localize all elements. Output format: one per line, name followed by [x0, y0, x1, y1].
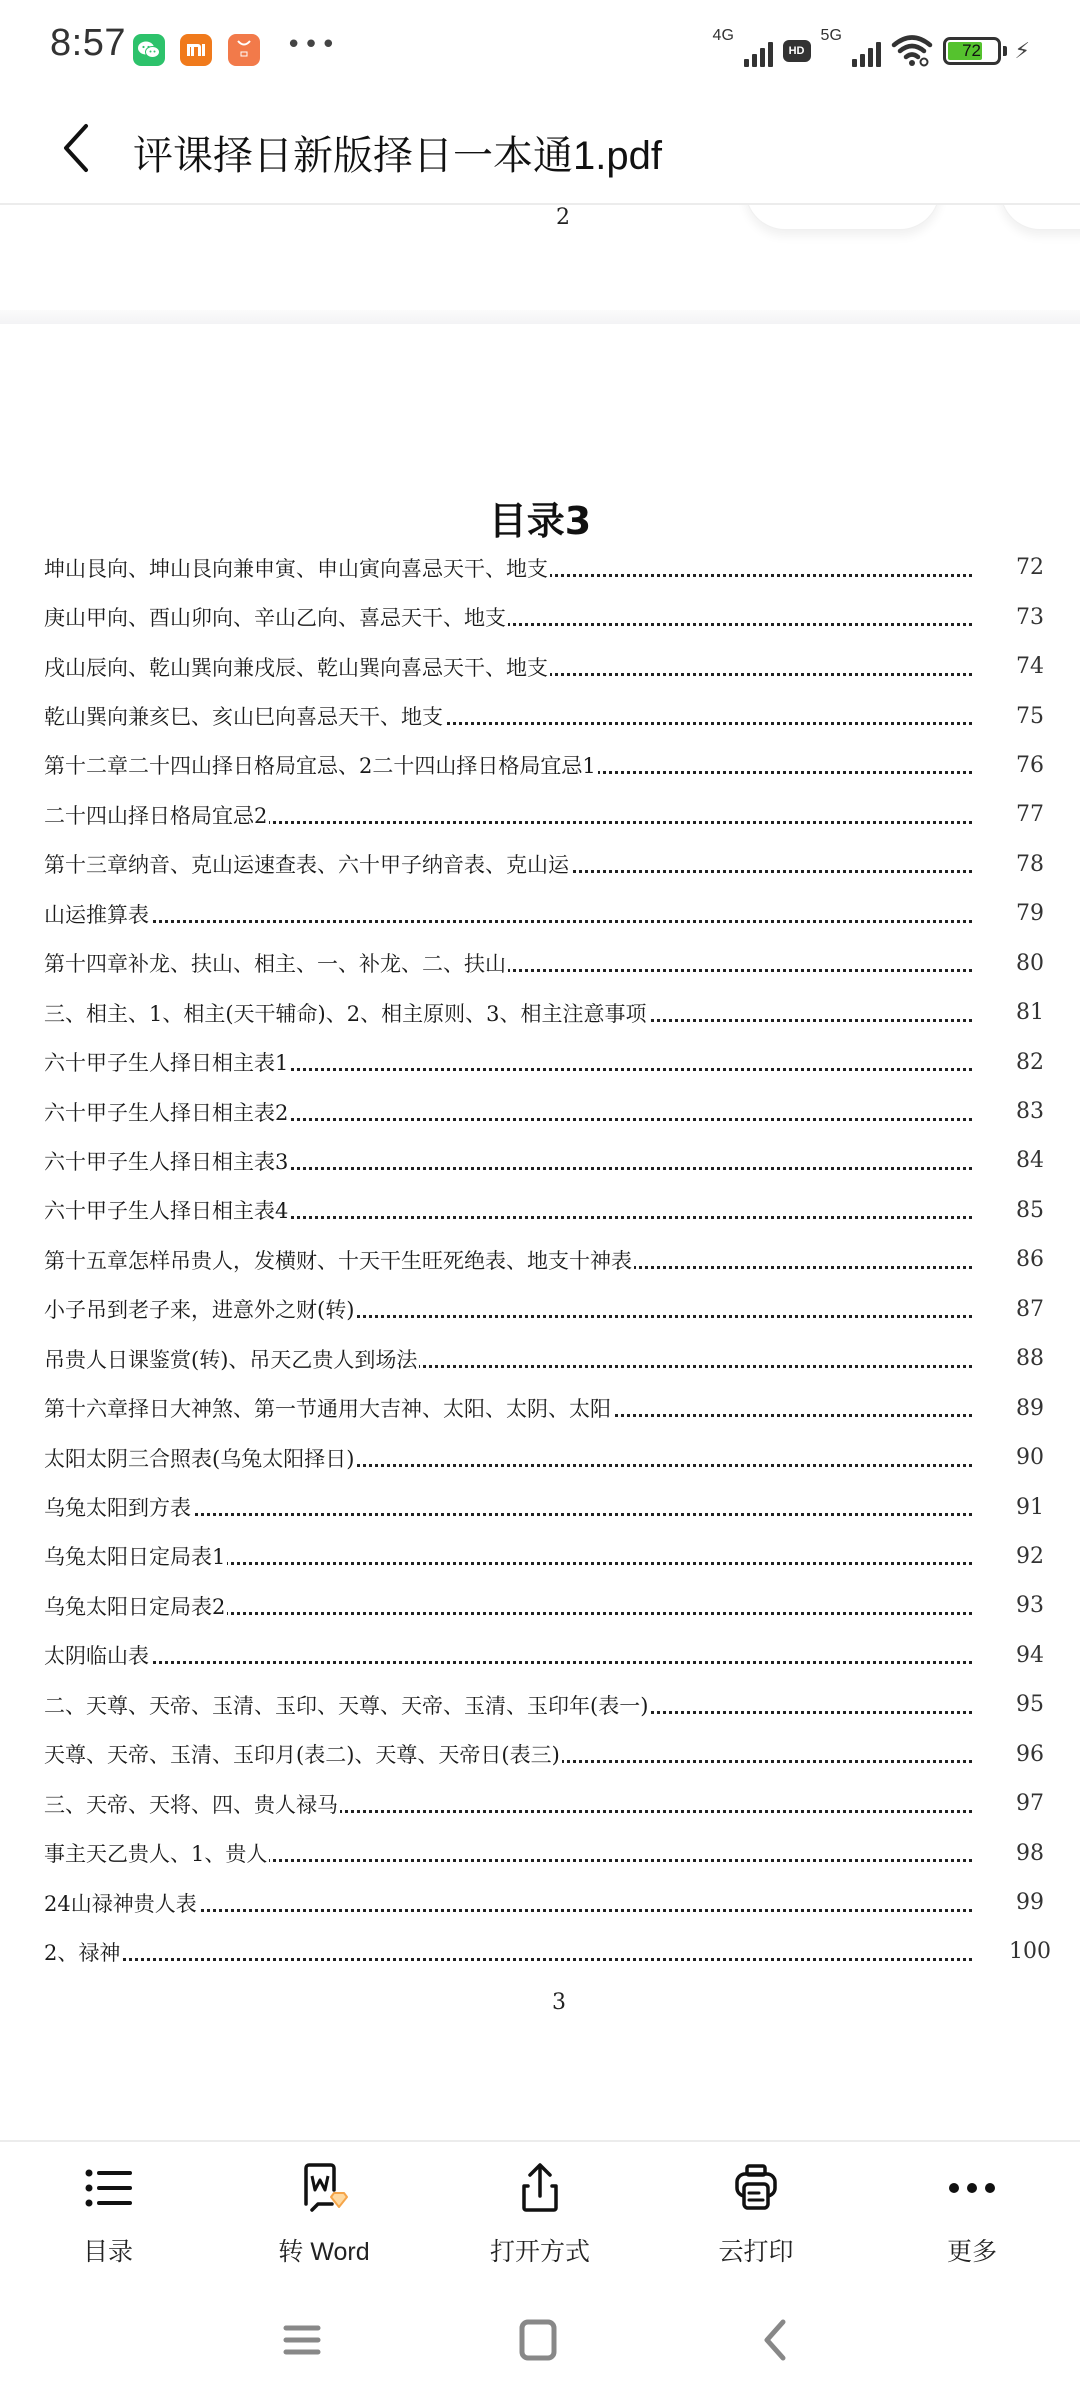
toc-entry-page: 93	[1016, 1593, 1044, 1619]
toc-entry-label: 第十五章怎样吊贵人，发横财、十天干生旺死绝表、地支十神表	[44, 1248, 632, 1273]
system-back-button[interactable]	[745, 2310, 805, 2370]
toc-entry-page: 87	[1016, 1296, 1044, 1322]
toc-entry[interactable]	[0, 1186, 1080, 1235]
toc-entry-page: 84	[1016, 1148, 1044, 1174]
toc-entry-label: 戌山辰向、乾山巽向兼戌辰、乾山巽向喜忌天干、地支	[44, 655, 548, 680]
toc-entry-label: 2、禄神	[44, 1940, 121, 1965]
toc-entry-label: 第十三章纳音、克山运速查表、六十甲子纳音表、克山运	[44, 853, 569, 878]
toc-entry[interactable]	[0, 1136, 1080, 1185]
toc-entry-page: 74	[1016, 654, 1044, 680]
cloud-print-label: 云打印	[718, 2238, 794, 2266]
toc-list	[0, 543, 1080, 1977]
floating-control-shadow	[1000, 205, 1080, 230]
toc-entry[interactable]	[0, 691, 1080, 740]
toc-entry[interactable]	[0, 1779, 1080, 1828]
toc-entry-page: 91	[1016, 1494, 1044, 1520]
list-icon	[80, 2160, 136, 2216]
toc-heading: 目录3	[488, 499, 592, 543]
toc-entry-label: 吊贵人日课鉴赏(转)、吊天乙贵人到场法	[44, 1347, 418, 1372]
toc-entry-label: 太阳太阴三合照表(乌兔太阳择日)	[44, 1446, 355, 1471]
toc-entry-page: 76	[1016, 752, 1044, 778]
toc-entry[interactable]	[0, 988, 1080, 1037]
toc-entry[interactable]	[0, 592, 1080, 641]
floating-control-shadow	[745, 205, 940, 230]
toc-entry-page: 99	[1016, 1890, 1044, 1916]
toc-entry-label: 庚山甲向、酉山卯向、辛山乙向、喜忌天干、地支	[44, 606, 506, 631]
status-bar	[0, 0, 1080, 100]
toc-entry[interactable]	[0, 939, 1080, 988]
toc-entry[interactable]	[0, 1828, 1080, 1877]
back-button[interactable]	[52, 118, 102, 178]
toc-entry[interactable]	[0, 1235, 1080, 1284]
toc-entry[interactable]	[0, 1037, 1080, 1086]
page-separator	[0, 310, 1080, 324]
toc-entry-page: 79	[1016, 901, 1044, 927]
toc-entry[interactable]	[0, 1482, 1080, 1531]
toc-entry-label: 第十四章补龙、扶山、相主、一、补龙、二、扶山	[44, 952, 506, 977]
toc-entry-page: 92	[1016, 1543, 1044, 1569]
printer-icon	[728, 2160, 784, 2216]
toc-entry-label: 坤山艮向、坤山艮向兼申寅、申山寅向喜忌天干、地支	[44, 556, 548, 581]
toc-entry-page: 94	[1016, 1642, 1044, 1668]
toc-entry-page: 82	[1016, 1049, 1044, 1075]
toc-entry[interactable]	[0, 1730, 1080, 1779]
toc-entry-label: 24山禄神贵人表	[44, 1891, 197, 1916]
signal-5g-icon: 5G	[821, 31, 881, 71]
toc-entry-page: 98	[1016, 1840, 1044, 1866]
open-with-label: 打开方式	[489, 2238, 590, 2266]
toc-entry-label: 太阴临山表	[44, 1644, 149, 1669]
toc-entry-label: 六十甲子生人择日相主表2	[44, 1100, 289, 1125]
toc-entry-page: 100	[1009, 1939, 1051, 1965]
home-button[interactable]	[508, 2310, 568, 2370]
home-icon	[518, 2318, 558, 2362]
toc-entry-page: 85	[1016, 1197, 1044, 1223]
toc-button[interactable]	[0, 2142, 216, 2290]
toc-entry[interactable]	[0, 1285, 1080, 1334]
system-indicators	[712, 27, 1030, 72]
battery-percent: 72	[962, 41, 981, 60]
toc-entry-page: 75	[1016, 703, 1044, 729]
toc-entry-label: 山运推算表	[44, 902, 149, 927]
toc-entry[interactable]	[0, 543, 1080, 592]
toc-button-label: 目录	[82, 2238, 133, 2266]
toc-entry-page: 90	[1016, 1445, 1044, 1471]
toc-entry-page: 81	[1016, 1000, 1044, 1026]
toc-entry-label: 二、天尊、天帝、玉清、玉印、天尊、天帝、玉清、玉印年(表一)	[44, 1693, 649, 1718]
recents-button[interactable]	[272, 2310, 332, 2370]
toc-entry-page: 72	[1016, 555, 1044, 581]
toc-entry[interactable]	[0, 1680, 1080, 1729]
toc-entry[interactable]	[0, 642, 1080, 691]
toc-entry-label: 六十甲子生人择日相主表3	[44, 1149, 289, 1174]
bottom-toolbar	[0, 2140, 1080, 2290]
toc-entry-page: 89	[1016, 1395, 1044, 1421]
toc-entry-label: 六十甲子生人择日相主表1	[44, 1051, 289, 1076]
battery-nub	[1003, 46, 1007, 56]
toc-entry-page: 73	[1016, 604, 1044, 630]
toc-entry-page: 86	[1016, 1247, 1044, 1273]
toc-entry[interactable]	[0, 840, 1080, 889]
toc-entry[interactable]	[0, 741, 1080, 790]
toc-entry-page: 96	[1016, 1741, 1044, 1767]
current-page-number: 3	[552, 1990, 566, 2015]
toc-entry-label: 乌兔太阳日定局表1	[44, 1545, 226, 1570]
toc-entry-label: 三、天帝、天将、四、贵人禄马	[44, 1792, 338, 1817]
more-icon	[944, 2160, 1000, 2216]
convert-word-label: 转 Word	[278, 2238, 370, 2266]
hd-voice-icon: HD	[783, 40, 811, 62]
toc-entry-label: 二十四山择日格局宜忌2	[44, 803, 268, 828]
toc-entry[interactable]	[0, 1878, 1080, 1927]
battery-icon	[943, 37, 1001, 65]
mi-store-icon	[228, 34, 260, 66]
toc-entry-page: 97	[1016, 1791, 1044, 1817]
toc-entry-label: 三、相主、1、相主(天干辅命)、2、相主原则、3、相主注意事项	[44, 1001, 647, 1026]
toc-entry[interactable]	[0, 1383, 1080, 1432]
back-icon	[755, 2318, 795, 2362]
pdf-viewer[interactable]	[0, 205, 1080, 2140]
toc-entry[interactable]	[0, 1334, 1080, 1383]
clock: 8:57	[50, 22, 126, 64]
toc-entry-label: 乾山巽向兼亥巳、亥山巳向喜忌天干、地支	[44, 705, 443, 730]
system-nav-bar	[0, 2290, 1080, 2400]
wechat-icon	[133, 34, 165, 66]
mi-icon	[180, 34, 212, 66]
toc-entry[interactable]	[0, 1433, 1080, 1482]
toc-entry-label: 第十六章择日大神煞、第一节通用大吉神、太阳、太阴、太阳	[44, 1397, 611, 1422]
toc-entry[interactable]	[0, 1581, 1080, 1630]
menu-icon	[282, 2320, 322, 2360]
toc-entry-page: 77	[1016, 802, 1044, 828]
toc-entry-label: 小子吊到老子来，进意外之财(转)	[44, 1298, 355, 1323]
share-icon	[512, 2160, 568, 2216]
toc-entry-label: 第十二章二十四山择日格局宜忌、2二十四山择日格局宜忌1	[44, 754, 596, 779]
toc-entry-page: 95	[1016, 1692, 1044, 1718]
more-notifications-icon: •••	[286, 30, 339, 60]
toc-entry-page: 80	[1016, 950, 1044, 976]
toc-entry-label: 六十甲子生人择日相主表4	[44, 1199, 289, 1224]
chevron-left-icon	[52, 118, 102, 178]
toc-entry-label: 乌兔太阳到方表	[44, 1496, 191, 1521]
toc-entry-page: 78	[1016, 851, 1044, 877]
toc-entry-label: 事主天乙贵人、1、贵人	[44, 1842, 268, 1867]
toc-entry-page: 83	[1016, 1099, 1044, 1125]
document-title: 评课择日新版择日一本通1.pdf	[133, 134, 662, 178]
app-header	[0, 100, 1080, 203]
toc-entry[interactable]	[0, 1532, 1080, 1581]
toc-entry[interactable]	[0, 1631, 1080, 1680]
toc-entry[interactable]	[0, 889, 1080, 938]
toc-entry-page: 88	[1016, 1346, 1044, 1372]
toc-entry-label: 乌兔太阳日定局表2	[44, 1594, 226, 1619]
more-button[interactable]	[864, 2142, 1080, 2290]
charging-icon: ⚡	[1014, 38, 1030, 64]
convert-word-button[interactable]	[216, 2142, 432, 2290]
more-label: 更多	[946, 2238, 997, 2266]
open-with-button[interactable]	[432, 2142, 648, 2290]
wifi-icon	[891, 34, 933, 68]
toc-entry[interactable]	[0, 1087, 1080, 1136]
toc-entry-label: 天尊、天帝、玉清、玉印月(表二)、天尊、天帝日(表三)	[44, 1743, 560, 1768]
cloud-print-button[interactable]	[648, 2142, 864, 2290]
previous-page-number: 2	[556, 205, 570, 230]
signal-4g-icon: 4G	[713, 31, 773, 71]
toc-entry[interactable]	[0, 790, 1080, 839]
toc-entry[interactable]	[0, 1927, 1080, 1976]
convert-word-icon	[296, 2160, 352, 2216]
